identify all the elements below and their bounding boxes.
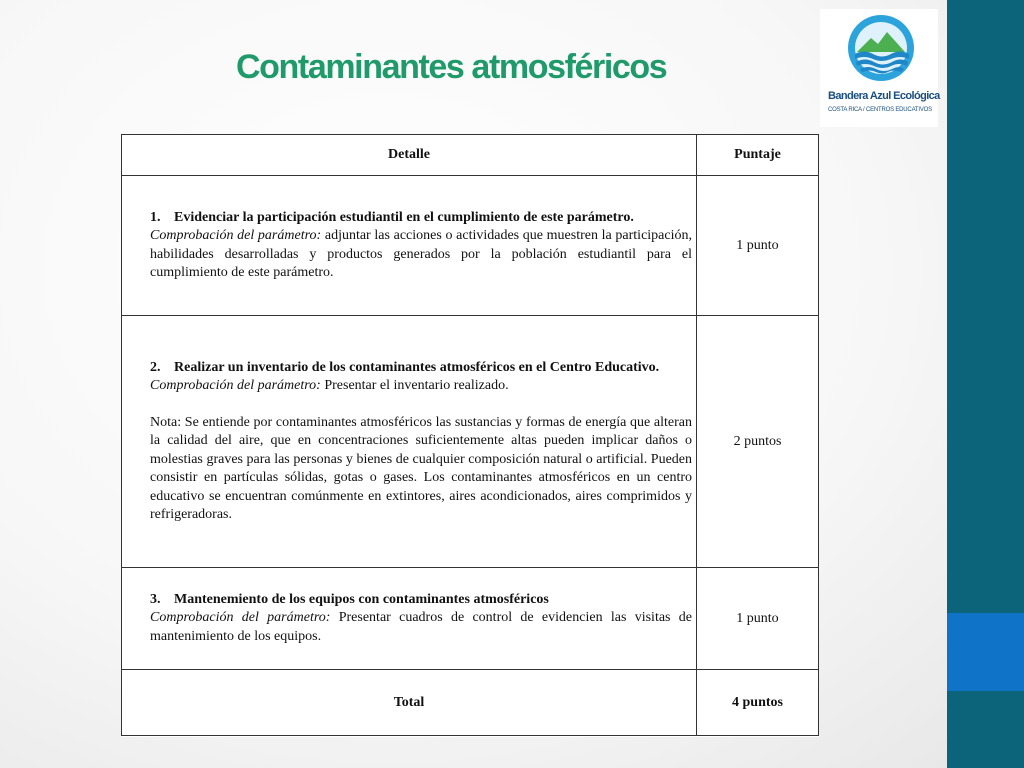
scoring-document bbox=[121, 134, 819, 737]
table-header-row bbox=[122, 135, 819, 176]
check-label: Comprobación del parámetro: bbox=[150, 610, 331, 626]
row-score: 2 puntos bbox=[697, 316, 819, 568]
check-text: Presentar el inventario realizado. bbox=[320, 378, 509, 393]
sidebar-accent-block bbox=[947, 613, 1024, 691]
check-text: adjuntar las acciones o actividades que muestren la participación, habilidades desarrolladas y productos generados por la población estudiantil para el cumplimiento de este parámetro. bbox=[150, 228, 692, 280]
bandera-azul-emblem-icon bbox=[847, 14, 915, 82]
logo-name: Bandera Azul Ecológica bbox=[828, 90, 940, 102]
row-heading: Mantenemiento de los equipos con contaminantes atmosféricos bbox=[174, 591, 549, 607]
logo-subtitle: COSTA RICA / CENTROS EDUCATIVOS bbox=[828, 107, 932, 113]
row-heading: Realizar un inventario de los contaminantes atmosféricos en el Centro Educativo. bbox=[174, 359, 660, 375]
table-row bbox=[122, 568, 819, 670]
scoring-table bbox=[121, 134, 819, 736]
table-row bbox=[122, 176, 819, 316]
logo bbox=[820, 9, 938, 127]
row-score: 1 punto bbox=[697, 568, 819, 670]
note-text: Nota: Se entiende por contaminantes atmosféricos las sustancias y formas de energía que alteran la calidad del aire, que en concentraciones suficientemente altas pueden implicar daños o molestias graves para las personas y bienes de cualquier composición natural o artificial. Pueden consistir en partículas sólidas, gotas o gases. Los contaminantes atmosféricos en un centro educativo se encuentran comúnmente en extintores, aires acondicionados, aires comprimidos y refrigeradoras. bbox=[150, 414, 692, 522]
row-heading: Evidenciar la participación estudiantil en el cumplimiento de este parámetro. bbox=[174, 209, 634, 225]
header-detail: Detalle bbox=[122, 135, 697, 176]
total-row bbox=[122, 670, 819, 736]
check-label: Comprobación del parámetro: bbox=[150, 228, 322, 243]
slide-title: Contaminantes atmosféricos bbox=[236, 48, 667, 86]
row-score: 1 punto bbox=[697, 176, 819, 316]
check-label: Comprobación del parámetro: bbox=[150, 378, 321, 393]
row-detail-cell bbox=[122, 176, 697, 316]
row-detail-cell bbox=[122, 568, 697, 670]
total-label: Total bbox=[122, 670, 697, 736]
header-score: Puntaje bbox=[697, 135, 819, 176]
check-text: Presentar cuadros de control de evidencien las visitas de mantenimiento de los equipos. bbox=[150, 610, 692, 644]
row-number: 3. bbox=[150, 591, 161, 607]
table-row bbox=[122, 316, 819, 568]
total-score: 4 puntos bbox=[697, 670, 819, 736]
row-number: 1. bbox=[150, 209, 161, 225]
row-number: 2. bbox=[150, 359, 161, 375]
row-detail-cell bbox=[122, 316, 697, 568]
